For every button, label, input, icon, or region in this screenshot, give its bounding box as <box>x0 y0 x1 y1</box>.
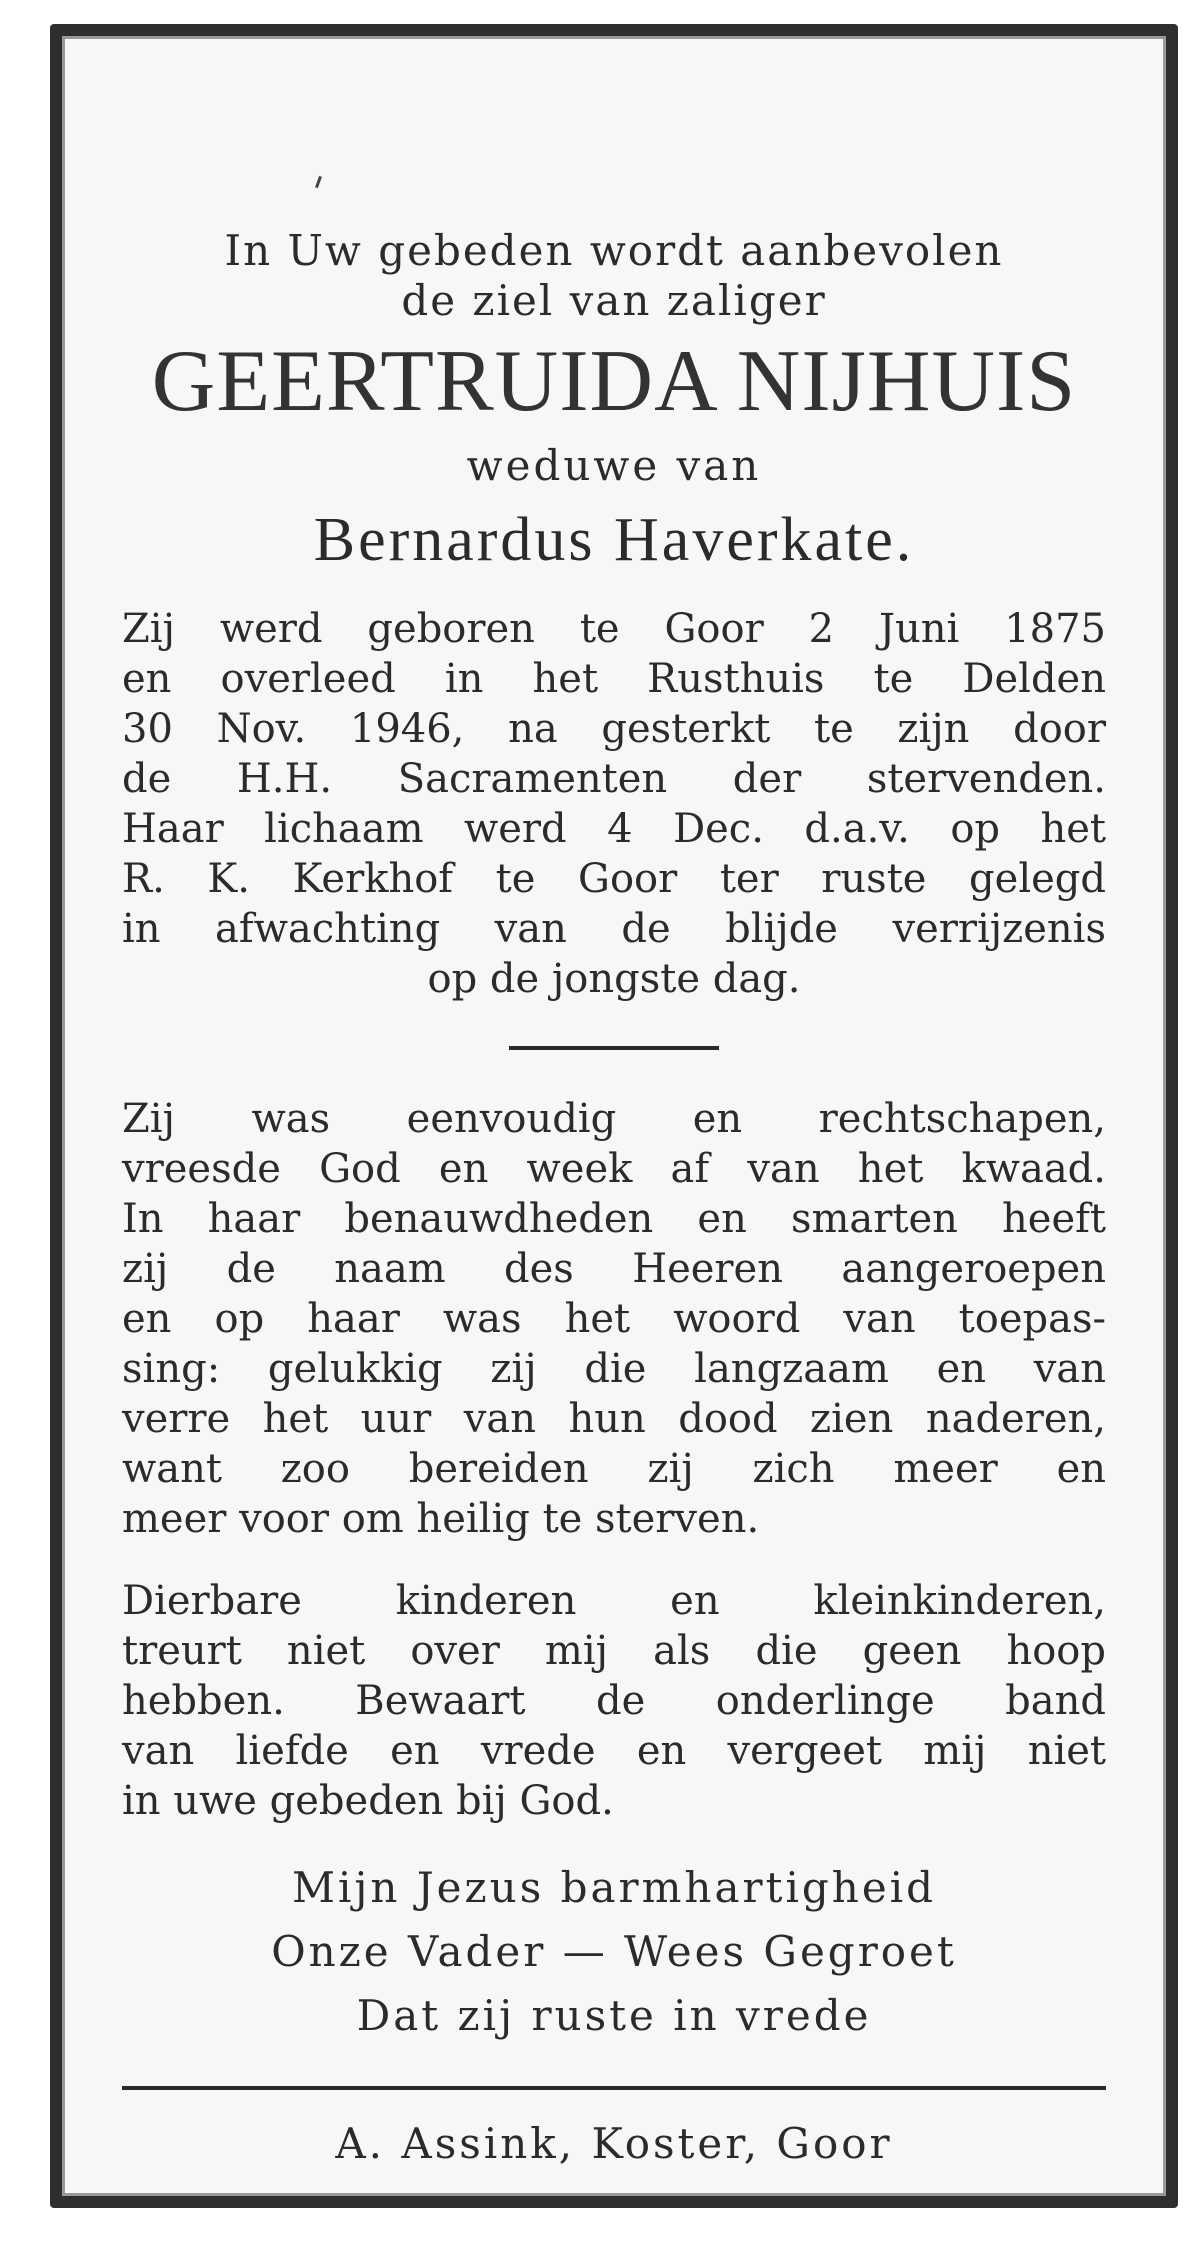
virtue-line: In haar benauwdheden en smarten heeft <box>122 1196 1106 1242</box>
bio-line: op de jongste dag. <box>427 956 801 1002</box>
prayer-line: Dat zij ruste in vrede <box>356 1991 872 2040</box>
bio-line: en overleed in het Rusthuis te Delden <box>122 656 1106 702</box>
bio-line: R. K. Kerkhof te Goor ter ruste gelegd <box>122 856 1106 902</box>
husband-name: Bernardus Haverkate. <box>313 506 915 574</box>
farewell-line: hebben. Bewaart de onderlinge band <box>122 1678 1106 1724</box>
farewell-line: treurt niet over mij als die geen hoop <box>122 1628 1106 1674</box>
virtue-line: zij de naam des Heeren aangeroepen <box>122 1246 1106 1292</box>
prayer-line: Mijn Jezus barmhartigheid <box>291 1863 937 1912</box>
farewell-line: in uwe gebeden bij God. <box>122 1778 614 1824</box>
prayer-block <box>122 1856 1106 2048</box>
intro-line-2: de ziel van zaliger <box>401 276 827 325</box>
virtue-line: meer voor om heilig te sterven. <box>122 1496 760 1542</box>
deceased-name: GEERTRUIDA NIJHUIS <box>151 333 1077 430</box>
bio-line: de H.H. Sacramenten der stervenden. <box>122 756 1106 802</box>
ink-mark <box>315 176 322 188</box>
virtue-paragraph <box>122 1094 1106 1544</box>
printer-credit: A. Assink, Koster, Goor <box>335 2119 893 2168</box>
farewell-line: Dierbare kinderen en kleinkinderen, <box>122 1578 1106 1624</box>
bio-line: 30 Nov. 1946, na gesterkt te zijn door <box>122 706 1106 752</box>
bio-line: Haar lichaam werd 4 Dec. d.a.v. op het <box>122 806 1106 852</box>
virtue-line: sing: gelukkig zij die langzaam en van <box>122 1346 1106 1392</box>
section-divider <box>509 1046 719 1050</box>
virtue-line: en op haar was het woord van toepas- <box>122 1296 1106 1342</box>
card-content <box>122 226 1106 2172</box>
farewell-line: van liefde en vrede en vergeet mij niet <box>122 1728 1106 1774</box>
biography-paragraph <box>122 604 1106 1004</box>
virtue-line: Zij was eenvoudig en rechtschapen, <box>122 1096 1106 1142</box>
footer-rule <box>122 2086 1106 2090</box>
virtue-line: vreesde God en week af van het kwaad. <box>122 1146 1106 1192</box>
farewell-paragraph <box>122 1576 1106 1826</box>
bio-line: in afwachting van de blijde verrijzenis <box>122 906 1106 952</box>
virtue-line: want zoo bereiden zij zich meer en <box>122 1446 1106 1492</box>
memorial-card <box>50 24 1178 2208</box>
intro-line-1: In Uw gebeden wordt aanbevolen <box>224 226 1004 275</box>
virtue-line: verre het uur van hun dood zien naderen, <box>122 1396 1106 1442</box>
widow-of-label: weduwe van <box>466 441 762 490</box>
prayer-line: Onze Vader — Wees Gegroet <box>271 1927 957 1976</box>
bio-line: Zij werd geboren te Goor 2 Juni 1875 <box>122 606 1106 652</box>
